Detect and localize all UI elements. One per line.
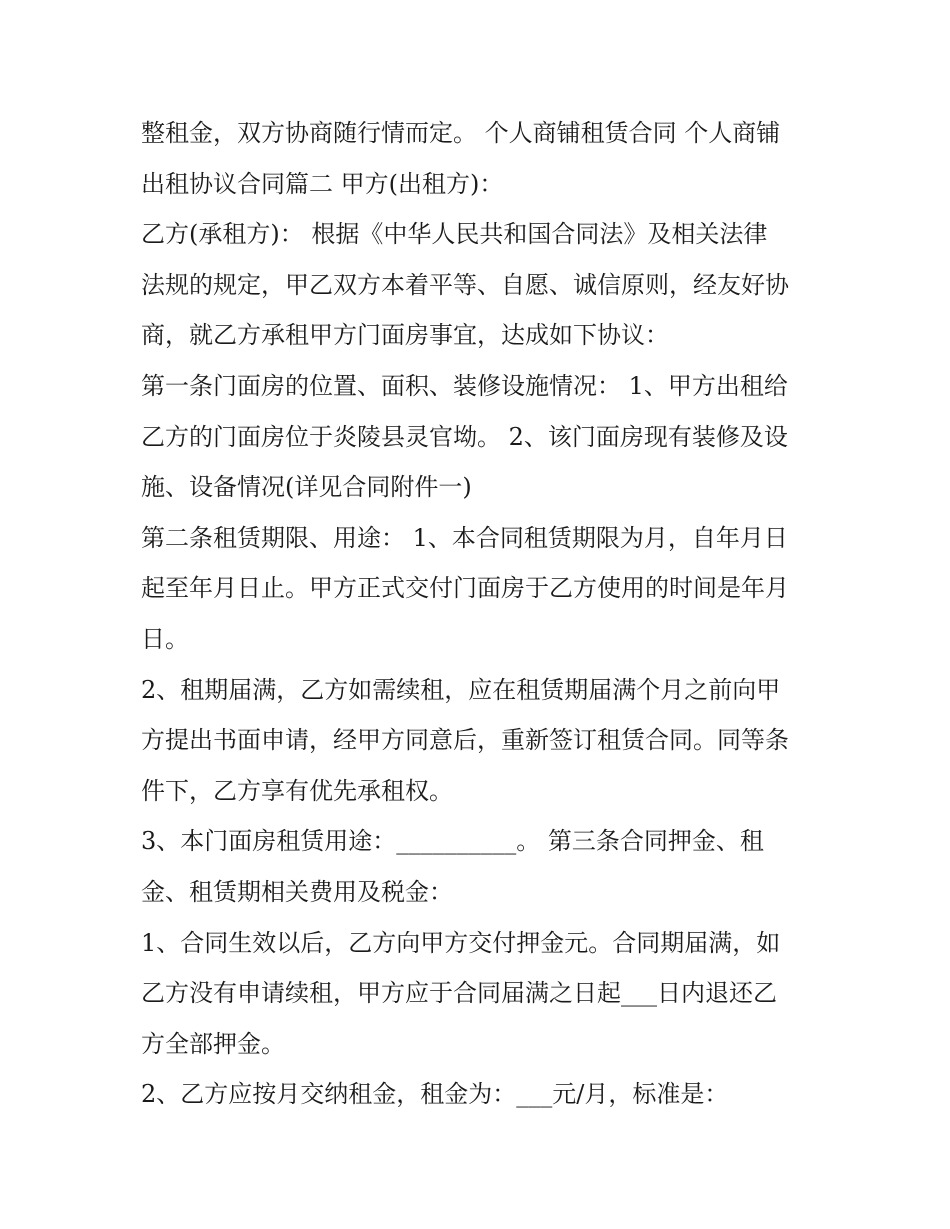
text-line: 整租金，双方协商随行情而定。 个人商铺租赁合同 个人商铺 <box>141 119 781 147</box>
text-line: 方提出书面申请，经甲方同意后，重新签订租赁合同。同等条 <box>141 726 789 755</box>
text-line: 法规的规定，甲乙双方本着平等、自愿、诚信原则，经友好协 <box>141 270 789 299</box>
text-line: 第二条租赁期限、用途： 1、本合同租赁期限为月，自年月日 <box>141 523 788 552</box>
text-line: 乙方(承租方)： 根据《中华人民共和国合同法》及相关法律 <box>141 220 768 249</box>
text-line: 施、设备情况(详见合同附件一) <box>141 473 472 502</box>
text-line: 3、本门面房租赁用途：__________。 第三条合同押金、租 <box>141 827 764 856</box>
text-line: 乙方没有申请续租，甲方应于合同届满之日起___日内退还乙 <box>141 979 777 1008</box>
text-line: 出租协议合同篇二 甲方(出租方)： <box>141 169 504 198</box>
text-line: 乙方的门面房位于炎陵县灵官坳。 2、该门面房现有装修及设 <box>141 422 788 451</box>
text-line: 日。 <box>141 624 189 653</box>
text-line: 2、乙方应按月交纳租金，租金为：___元/月，标准是： <box>141 1080 729 1109</box>
text-line: 起至年月日止。甲方正式交付门面房于乙方使用的时间是年月 <box>141 574 789 603</box>
text-line: 1、合同生效以后，乙方向甲方交付押金元。合同期届满，如 <box>141 928 781 957</box>
text-line: 2、租期届满，乙方如需续租，应在租赁期届满个月之前向甲 <box>141 675 781 704</box>
text-line: 方全部押金。 <box>141 1029 285 1058</box>
text-line: 件下，乙方享有优先承租权。 <box>141 776 453 805</box>
text-line: 第一条门面房的位置、面积、装修设施情况： 1、甲方出租给 <box>141 371 788 400</box>
contract-text <box>141 108 821 1120</box>
text-line: 商，就乙方承租甲方门面房事宜，达成如下协议： <box>141 321 669 350</box>
text-line: 金、租赁期相关费用及税金： <box>141 877 453 906</box>
